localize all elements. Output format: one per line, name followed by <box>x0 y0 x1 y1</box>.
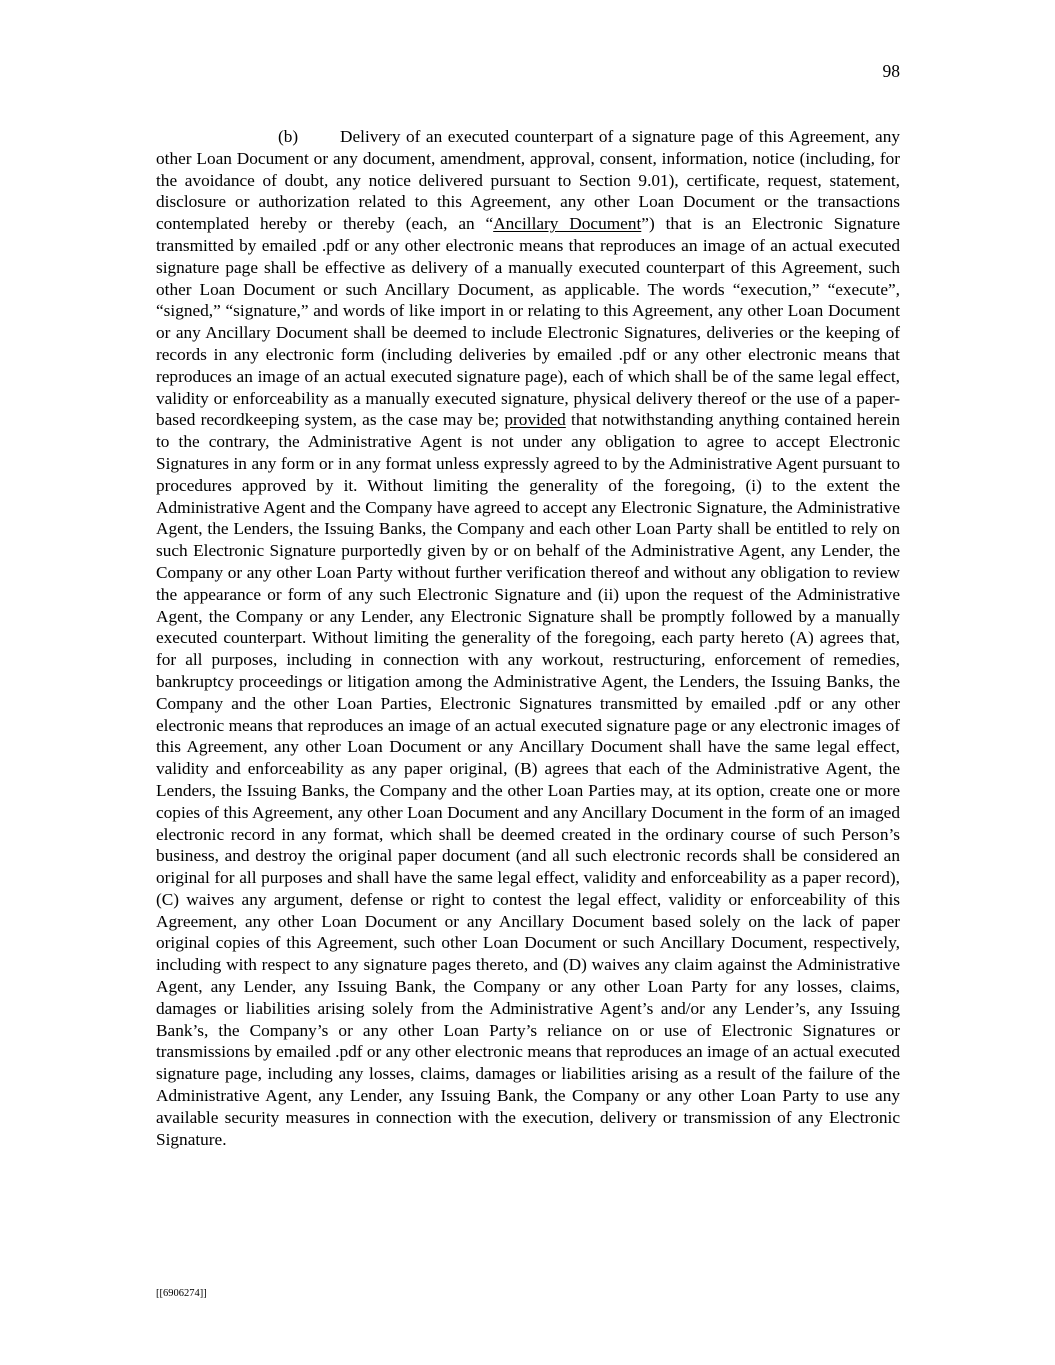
paragraph-text-part-1: Delivery of an executed counterpart of a signature page of this Agreement, any other Loan Document or any document, amendment, approval, consent, information, notice (including, for the avoidance of doubt, any notice delivered pursuant to Section 9.01), certificate, request, statement, disclosure or authorization related to this Agreement, any other Loan Document or the transactions contemplated hereby or thereby (each, an “ <box>156 127 900 234</box>
paragraph-label: (b) <box>278 127 299 146</box>
paragraph-text-part-2: ”) that is an Electronic Signature transmitted by emailed .pdf or any other electronic means that reproduces an image of an actual executed signature page shall be effective as delivery of a manually executed counterpart of this Agreement, such other Loan Document or such Ancillary Document, as applicable. The words “execution,” “execute”, “signed,” “signature,” and words of like import in or relating to this Agreement, any other Loan Document or any Ancillary Document shall be deemed to include Electronic Signatures, deliveries or the keeping of records in any electronic form (including deliveries by emailed .pdf or any other electronic means that reproduces an image of an actual executed signature page), each of which shall be of the same legal effect, validity or enforceability as a manually executed signature, physical delivery thereof or the use of a paper-based recordkeeping system, as the case may be; <box>156 214 901 430</box>
defined-term-provided: provided <box>504 410 566 430</box>
document-id-footer: [[6906274]] <box>156 1288 207 1299</box>
section-paragraph-b <box>156 126 900 1150</box>
defined-term-ancillary-document: Ancillary Document <box>493 214 642 234</box>
page-number: 98 <box>882 61 900 81</box>
paragraph-text-part-3: that notwithstanding anything contained herein to the contrary, the Administrative Agent is not under any obligation to agree to accept Electronic Signatures in any form or in any format unless expressly agreed to by the Administrative Agent pursuant to procedures approved by it. Without limiting the generality of the foregoing, (i) to the extent the Administrative Agent and the Company have agreed to accept any Electronic Signature, the Administrative Agent, the Lenders, the Issuing Banks, the Company and each other Loan Party shall be entitled to rely on such Electronic Signature purportedly given by or on behalf of the Administrative Agent, any Lender, the Company or any other Loan Party without further verification thereof and without any obligation to review the appearance or form of any such Electronic Signature and (ii) upon the request of the Administrative Agent, the Company or any Lender, any Electronic Signature shall be promptly followed by a manually executed counterpart. Without limiting the generality of the foregoing, each party hereto (A) agrees that, for all purposes, including in connection with any workout, restructuring, enforcement of remedies, bankruptcy proceedings or litigation among the Administrative Agent, the Lenders, the Issuing Banks, the Company and the other Loan Parties, Electronic Signatures transmitted by emailed .pdf or any other electronic means that reproduces an image of an actual executed signature page or any electronic images of this Agreement, any other Loan Document or any Ancillary Document shall have the same legal effect, validity and enforceability as any paper original, (B) agrees that each of the Administrative Agent, the Lenders, the Issuing Banks, the Company and the other Loan Parties may, at its option, create one or more copies of this Agreement, any other Loan Document and any Ancillary Document in the form of an imaged electronic record in any format, which shall be deemed created in the ordinary course of such Person’s business, and destroy the original paper document (and all such electronic records shall be considered an original for all purposes and shall have the same legal effect, validity and enforceability as a paper record), (C) waives any argument, defense or right to contest the legal effect, validity or enforceability of this Agreement, any other Loan Document or any Ancillary Document based solely on the lack of paper original copies of this Agreement, such other Loan Document or such Ancillary Document, respectively, including with respect to any signature pages thereto, and (D) waives any claim against the Administrative Agent, any Lender, any Issuing Bank, the Company or any other Loan Party for any losses, claims, damages or liabilities arising solely from the Administrative Agent’s and/or any Lender’s, any Issuing Bank’s, the Company’s or any other Loan Party’s reliance on or use of Electronic Signatures or transmissions by emailed .pdf or any other electronic means that reproduces an image of an actual executed signature page, including any losses, claims, damages or liabilities arising as a result of the failure of the Administrative Agent, any Lender, any Issuing Bank, the Company or any other Loan Party to use any available security measures in connection with the execution, delivery or transmission of any Electronic Signature. <box>156 410 900 1149</box>
